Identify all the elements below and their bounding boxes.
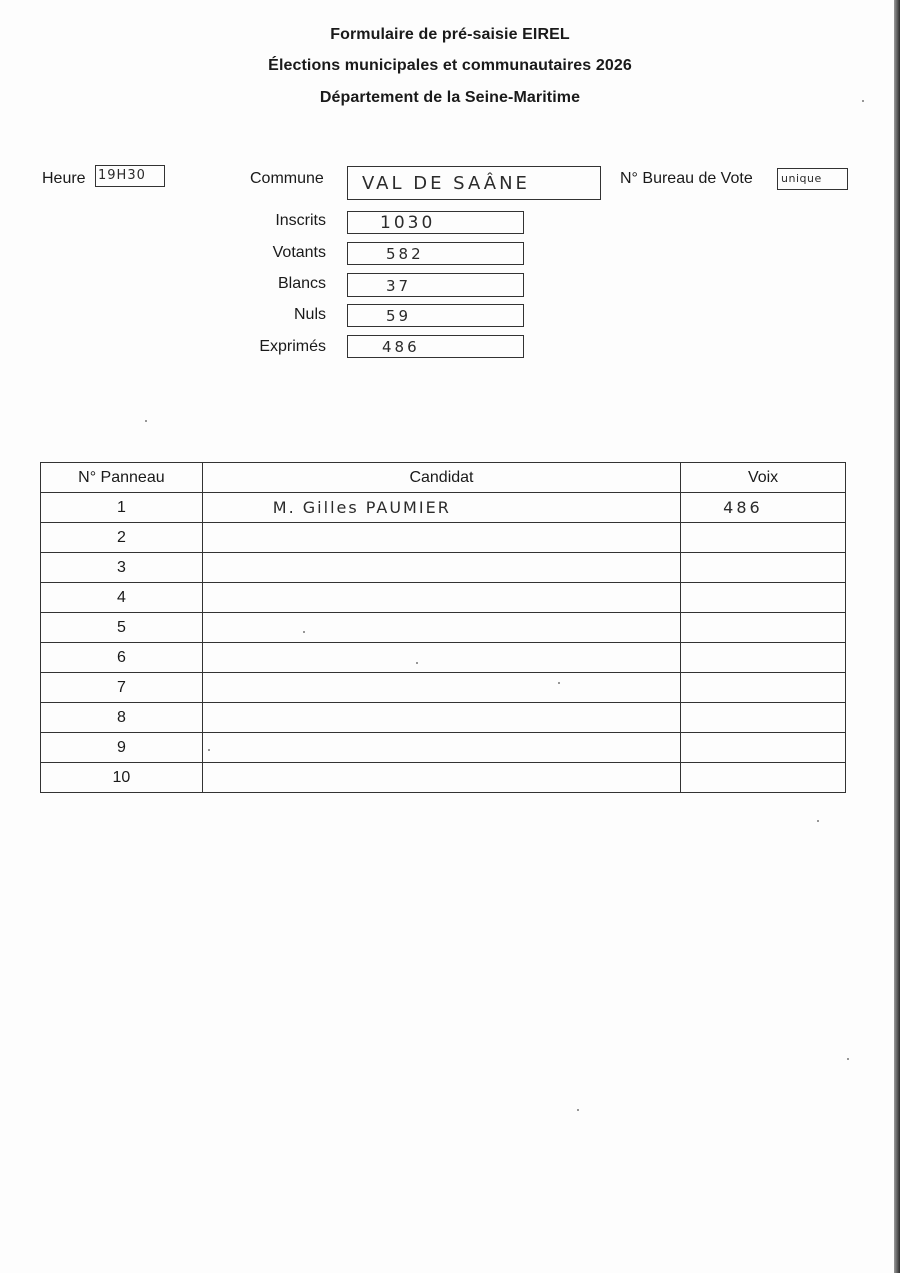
header-panneau: N° Panneau: [41, 463, 203, 493]
panneau-cell: 7: [41, 673, 203, 703]
candidat-cell[interactable]: [202, 763, 680, 793]
bureau-field[interactable]: unique: [777, 168, 848, 190]
voix-cell[interactable]: [681, 673, 846, 703]
department-title: Département de la Seine-Maritime: [319, 89, 581, 106]
table-row: [41, 733, 846, 763]
table-row: [41, 613, 846, 643]
panneau-cell: 9: [41, 733, 203, 763]
panneau-cell: 3: [41, 553, 203, 583]
bureau-label: N° Bureau de Vote: [620, 170, 753, 187]
scan-speck: [817, 820, 819, 822]
blancs-field[interactable]: 37: [347, 273, 524, 297]
blancs-label: Blancs: [277, 275, 326, 292]
commune-label: Commune: [250, 170, 324, 187]
table-row: [41, 673, 846, 703]
scan-speck: [847, 1058, 849, 1060]
candidat-cell[interactable]: [202, 643, 680, 673]
header-voix: Voix: [681, 463, 846, 493]
scan-speck: [303, 631, 305, 633]
table-row: [41, 763, 846, 793]
voix-cell[interactable]: [681, 523, 846, 553]
scan-edge: [894, 0, 900, 1273]
candidat-cell[interactable]: [202, 613, 680, 643]
scan-speck: [208, 749, 210, 751]
candidat-cell[interactable]: [202, 673, 680, 703]
table-row: [41, 523, 846, 553]
candidat-cell[interactable]: [202, 703, 680, 733]
votants-label: Votants: [272, 244, 326, 261]
table-row: [41, 583, 846, 613]
scan-speck: [558, 682, 560, 684]
voix-cell[interactable]: [681, 703, 846, 733]
voix-cell[interactable]: [681, 553, 846, 583]
candidat-cell[interactable]: [202, 553, 680, 583]
panneau-cell: 1: [41, 493, 203, 523]
panneau-cell: 8: [41, 703, 203, 733]
voix-cell[interactable]: [681, 763, 846, 793]
table-row: [41, 493, 846, 523]
panneau-cell: 5: [41, 613, 203, 643]
exprimes-field[interactable]: 486: [347, 335, 524, 358]
panneau-cell: 2: [41, 523, 203, 553]
form-title: Formulaire de pré-saisie EIREL: [330, 26, 570, 43]
scan-speck: [145, 420, 147, 422]
heure-field[interactable]: 19H30: [95, 165, 165, 187]
scan-speck: [862, 100, 864, 102]
voix-cell[interactable]: [681, 583, 846, 613]
panneau-cell: 4: [41, 583, 203, 613]
voix-cell[interactable]: [681, 733, 846, 763]
table-row: [41, 703, 846, 733]
panneau-cell: 6: [41, 643, 203, 673]
candidat-cell[interactable]: [202, 523, 680, 553]
commune-field[interactable]: VAL DE SAÂNE: [347, 166, 601, 200]
nuls-label: Nuls: [293, 306, 326, 323]
nuls-field[interactable]: 59: [347, 304, 524, 327]
inscrits-field[interactable]: 1030: [347, 211, 524, 234]
exprimes-label: Exprimés: [259, 338, 326, 355]
heure-label: Heure: [42, 170, 86, 187]
table-row: [41, 553, 846, 583]
election-title: Élections municipales et communautaires 2026: [268, 57, 632, 74]
candidat-cell[interactable]: [202, 733, 680, 763]
table-header-row: [41, 463, 846, 493]
scan-speck: [577, 1109, 579, 1111]
header-candidat: Candidat: [202, 463, 680, 493]
candidat-cell[interactable]: [202, 583, 680, 613]
panneau-cell: 10: [41, 763, 203, 793]
votants-field[interactable]: 582: [347, 242, 524, 265]
inscrits-label: Inscrits: [275, 212, 326, 229]
voix-cell[interactable]: [681, 613, 846, 643]
voix-cell[interactable]: [681, 643, 846, 673]
table-row: [41, 643, 846, 673]
voix-cell[interactable]: 486: [681, 493, 846, 523]
scan-speck: [416, 662, 418, 664]
candidat-cell[interactable]: M. Gilles PAUMIER: [202, 493, 680, 523]
results-table: [40, 462, 846, 793]
